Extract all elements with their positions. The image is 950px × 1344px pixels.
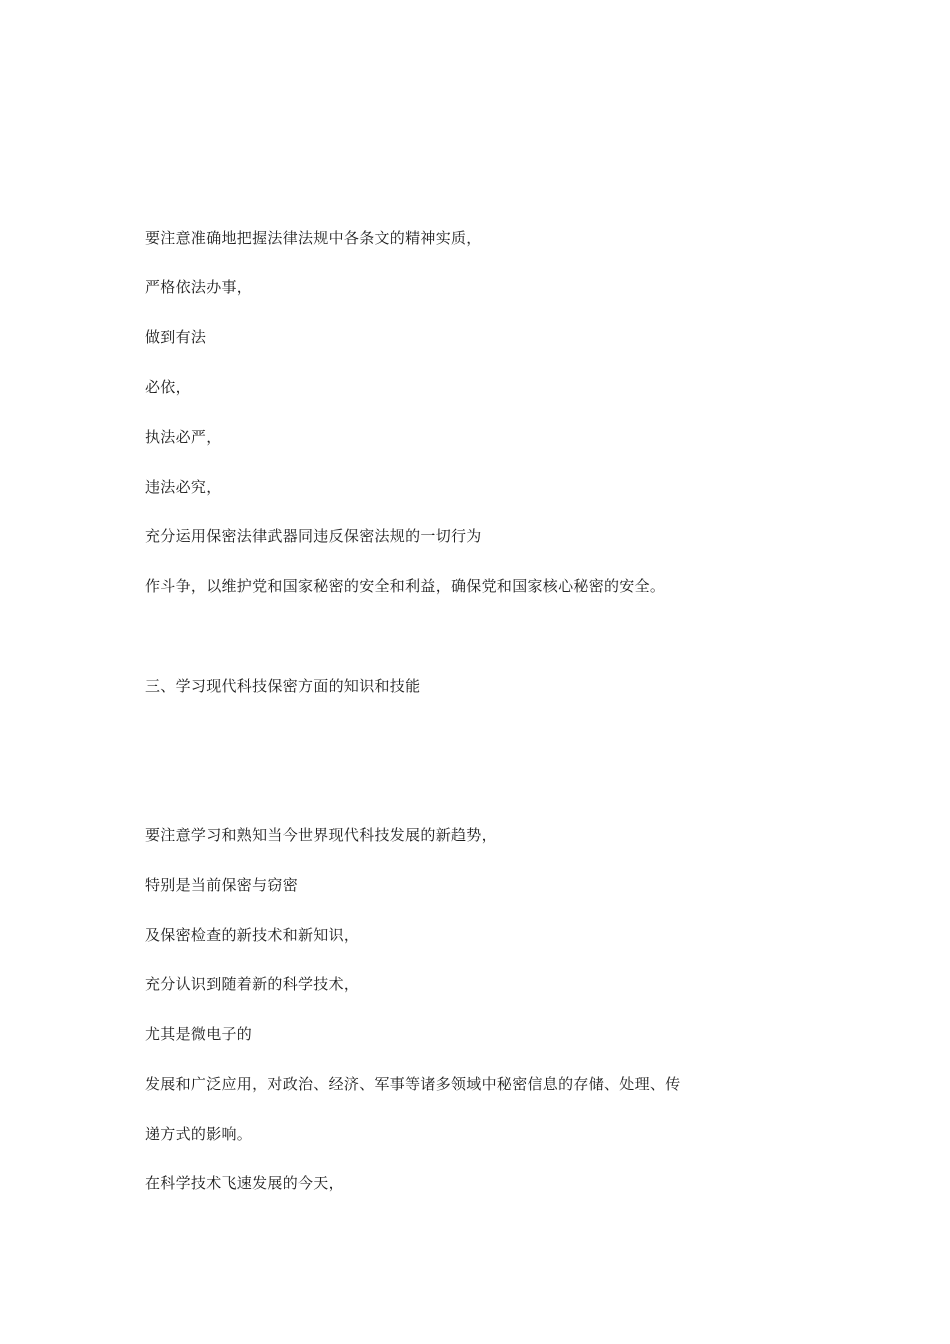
paragraph-line: 发展和广泛应用，对政治、经济、军事等诸多领域中秘密信息的存储、处理、传 [145, 1075, 681, 1093]
paragraph-line: 要注意准确地把握法律法规中各条文的精神实质， [145, 229, 482, 247]
paragraph-line: 递方式的影响。 [145, 1125, 253, 1143]
paragraph-line: 充分运用保密法律武器同违反保密法规的一切行为 [145, 527, 482, 545]
paragraph-line: 特别是当前保密与窃密 [145, 876, 299, 894]
paragraph-line: 作斗争，以维护党和国家秘密的安全和利益，确保党和国家核心秘密的安全。 [145, 577, 666, 595]
paragraph-line: 尤其是微电子的 [145, 1025, 253, 1043]
section-heading: 三、学习现代科技保密方面的知识和技能 [145, 677, 421, 695]
paragraph-line: 做到有法 [145, 328, 207, 346]
paragraph-line: 严格依法办事， [145, 278, 253, 296]
paragraph-line: 要注意学习和熟知当今世界现代科技发展的新趋势， [145, 826, 497, 844]
paragraph-line: 充分认识到随着新的科学技术， [145, 975, 360, 993]
paragraph-line: 执法必严， [145, 428, 222, 446]
paragraph-line: 违法必究， [145, 478, 222, 496]
paragraph-line: 在科学技术飞速发展的今天， [145, 1174, 344, 1192]
paragraph-line: 及保密检查的新技术和新知识， [145, 926, 360, 944]
paragraph-line: 必依， [145, 378, 191, 396]
